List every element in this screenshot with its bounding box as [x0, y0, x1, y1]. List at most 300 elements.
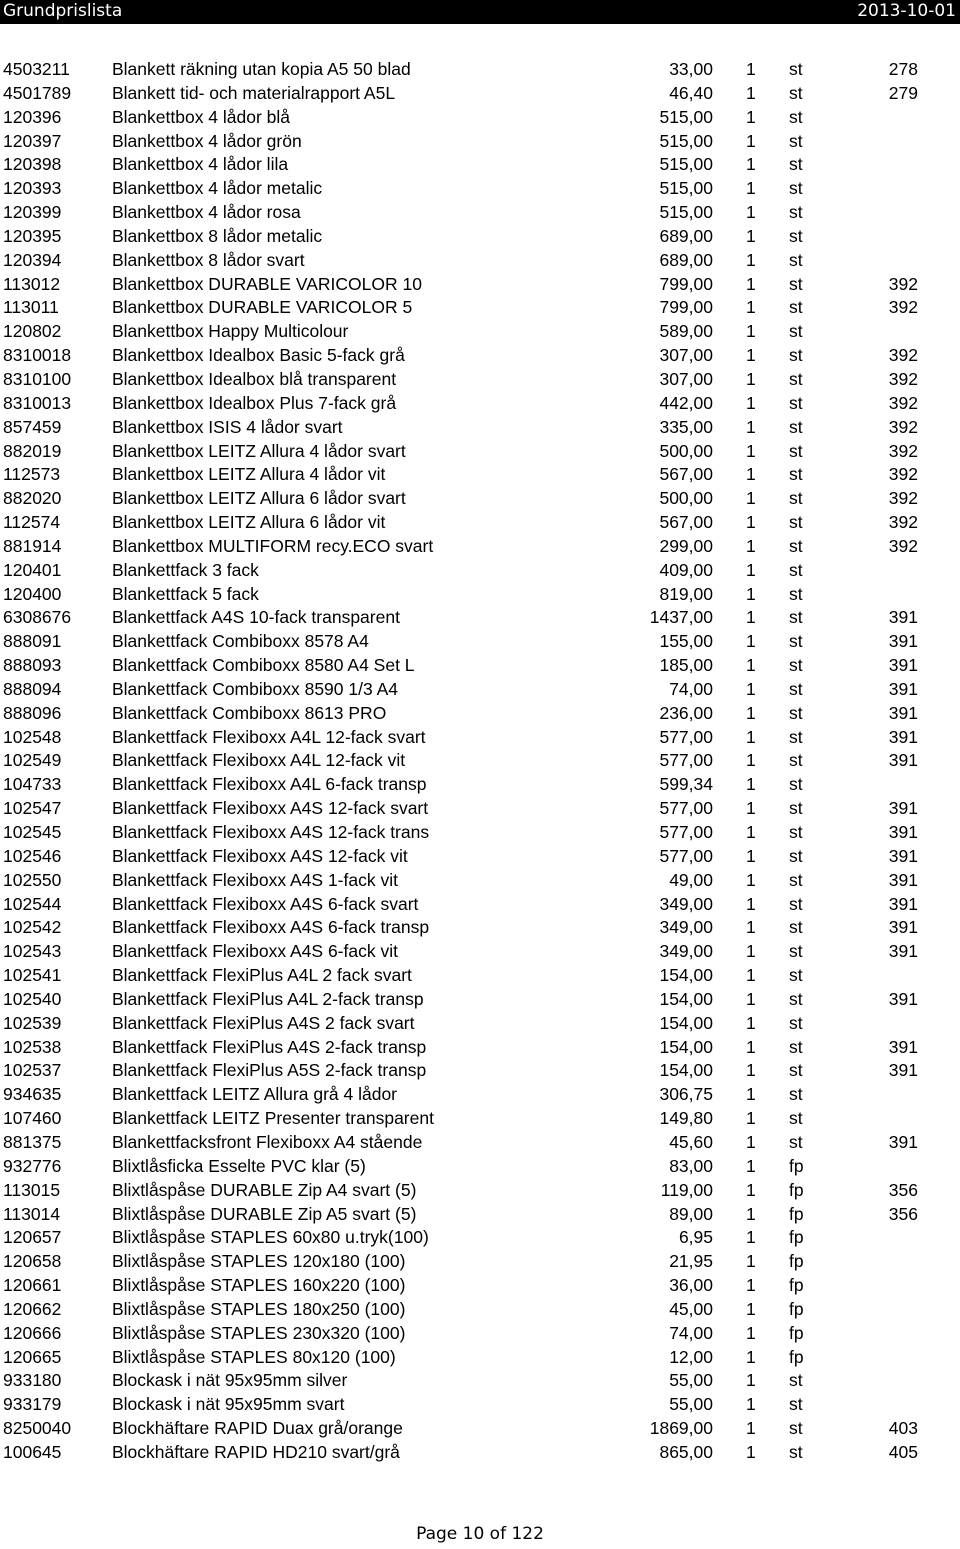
price: 577,00 — [659, 822, 713, 842]
unit: st — [789, 988, 803, 1009]
quantity: 1 — [746, 1322, 756, 1343]
article-number: 881914 — [3, 535, 62, 556]
price: 577,00 — [659, 750, 713, 771]
article-number: 888091 — [3, 631, 62, 652]
unit: fp — [789, 1203, 804, 1224]
quantity: 1 — [746, 178, 756, 199]
product-name: Blankettfack Flexiboxx A4S 6-fack transp — [112, 917, 430, 938]
article-number: 882019 — [3, 440, 62, 461]
article-number: 4501789 — [3, 82, 72, 103]
table-row — [0, 130, 960, 154]
unit: st — [789, 1060, 803, 1081]
product-name: Blankettfack Combiboxx 8613 PRO — [112, 702, 387, 723]
product-name: Blankettbox 4 lådor grön — [112, 130, 302, 151]
price: 500,00 — [659, 440, 713, 461]
table-row — [0, 559, 960, 583]
table-row — [0, 1250, 960, 1274]
price: 154,00 — [659, 1060, 713, 1081]
product-name: Blankett räkning utan kopia A5 50 blad — [112, 59, 411, 79]
price: 515,00 — [659, 106, 713, 127]
unit: st — [789, 655, 803, 676]
table-row — [0, 82, 960, 106]
catalog-page: 392 — [888, 535, 918, 556]
quantity: 1 — [746, 130, 756, 151]
price: 149,80 — [659, 1108, 713, 1129]
article-number: 102547 — [3, 798, 62, 819]
product-name: Blockhäftare RAPID HD210 svart/grå — [112, 1441, 400, 1462]
article-number: 102543 — [3, 941, 62, 962]
price: 299,00 — [659, 535, 713, 556]
quantity: 1 — [746, 869, 756, 890]
price: 307,00 — [659, 368, 713, 389]
unit: st — [789, 440, 803, 461]
price: 515,00 — [659, 178, 713, 199]
table-row — [0, 201, 960, 225]
table-row — [0, 988, 960, 1012]
quantity: 1 — [746, 988, 756, 1009]
table-row — [0, 320, 960, 344]
price: 1437,00 — [649, 607, 713, 628]
product-name: Blankettbox 4 lådor lila — [112, 154, 289, 175]
catalog-page: 392 — [888, 345, 918, 366]
price: 6,95 — [678, 1227, 713, 1248]
catalog-page: 391 — [888, 822, 918, 842]
table-row — [0, 1441, 960, 1465]
quantity: 1 — [746, 106, 756, 127]
unit: st — [789, 917, 803, 938]
unit: fp — [789, 1298, 804, 1319]
quantity: 1 — [746, 1036, 756, 1057]
price: 689,00 — [659, 249, 713, 270]
article-number: 120396 — [3, 106, 62, 127]
price: 409,00 — [659, 559, 713, 580]
product-name: Blankett tid- och materialrapport A5L — [112, 82, 396, 103]
catalog-page: 392 — [888, 392, 918, 413]
product-name: Blankettbox LEITZ Allura 4 lådor vit — [112, 464, 386, 485]
article-number: 888093 — [3, 655, 62, 676]
quantity: 1 — [746, 488, 756, 509]
catalog-page: 392 — [888, 297, 918, 318]
article-number: 120400 — [3, 583, 62, 604]
catalog-page: 391 — [888, 678, 918, 699]
quantity: 1 — [746, 225, 756, 246]
price: 154,00 — [659, 1036, 713, 1057]
article-number: 933179 — [3, 1394, 62, 1415]
table-row — [0, 1203, 960, 1227]
product-name: Blankettbox 4 lådor rosa — [112, 202, 301, 223]
product-name: Blankettbox 8 lådor svart — [112, 249, 305, 270]
catalog-page: 356 — [888, 1179, 918, 1200]
price: 515,00 — [659, 154, 713, 175]
article-number: 8250040 — [3, 1418, 72, 1439]
unit: st — [789, 225, 803, 246]
article-number: 857459 — [3, 416, 62, 437]
table-row — [0, 106, 960, 130]
price: 577,00 — [659, 845, 713, 866]
unit: fp — [789, 1227, 804, 1248]
price: 306,75 — [659, 1084, 713, 1105]
unit: fp — [789, 1346, 804, 1367]
article-number: 102540 — [3, 988, 62, 1009]
quantity: 1 — [746, 1370, 756, 1391]
price: 567,00 — [659, 512, 713, 533]
unit: st — [789, 893, 803, 914]
product-name: Blankettfack Flexiboxx A4S 6-fack svart — [112, 893, 419, 914]
product-name: Blixtlåspåse STAPLES 160x220 (100) — [112, 1275, 406, 1296]
catalog-page: 391 — [888, 607, 918, 628]
article-number: 102548 — [3, 726, 62, 747]
quantity: 1 — [746, 440, 756, 461]
price: 155,00 — [659, 631, 713, 652]
price: 819,00 — [659, 583, 713, 604]
table-row — [0, 440, 960, 464]
table-row — [0, 249, 960, 273]
quantity: 1 — [746, 1131, 756, 1152]
article-number: 102546 — [3, 845, 62, 866]
product-name: Blixtlåspåse STAPLES 80x120 (100) — [112, 1346, 396, 1367]
product-name: Blixtlåspåse STAPLES 180x250 (100) — [112, 1298, 406, 1319]
table-row — [0, 702, 960, 726]
price: 55,00 — [669, 1394, 713, 1415]
quantity: 1 — [746, 1203, 756, 1224]
table-row — [0, 726, 960, 750]
price: 45,60 — [669, 1131, 713, 1152]
table-row — [0, 511, 960, 535]
article-number: 120662 — [3, 1298, 62, 1319]
product-name: Blankettfack FlexiPlus A4S 2 fack svart — [112, 1012, 415, 1033]
price: 154,00 — [659, 965, 713, 986]
quantity: 1 — [746, 678, 756, 699]
product-name: Blankettbox LEITZ Allura 4 lådor svart — [112, 440, 406, 461]
price: 21,95 — [669, 1251, 713, 1272]
quantity: 1 — [746, 512, 756, 533]
price: 307,00 — [659, 345, 713, 366]
price: 349,00 — [659, 917, 713, 938]
product-name: Blankettbox Idealbox blå transparent — [112, 368, 397, 389]
table-row — [0, 487, 960, 511]
unit: st — [789, 845, 803, 866]
price: 74,00 — [669, 1322, 713, 1343]
table-row — [0, 678, 960, 702]
unit: st — [789, 607, 803, 628]
article-number: 104733 — [3, 774, 62, 795]
catalog-page: 391 — [888, 988, 918, 1009]
catalog-page: 279 — [888, 82, 918, 103]
product-name: Blankettfack Combiboxx 8578 A4 — [112, 631, 369, 652]
product-name: Blankettbox 8 lådor metalic — [112, 225, 323, 246]
table-row — [0, 821, 960, 845]
article-number: 120395 — [3, 225, 62, 246]
table-row — [0, 893, 960, 917]
product-name: Blankettfack LEITZ Presenter transparent — [112, 1108, 434, 1129]
price: 33,00 — [669, 59, 713, 79]
unit: st — [789, 178, 803, 199]
quantity: 1 — [746, 917, 756, 938]
price: 154,00 — [659, 988, 713, 1009]
quantity: 1 — [746, 1179, 756, 1200]
catalog-page: 391 — [888, 726, 918, 747]
article-number: 112574 — [3, 512, 61, 533]
product-name: Blockask i nät 95x95mm silver — [112, 1370, 348, 1391]
price: 599,34 — [659, 774, 713, 795]
unit: st — [789, 583, 803, 604]
product-name: Blankettfack Flexiboxx A4S 12-fack trans — [112, 822, 430, 842]
table-row — [0, 630, 960, 654]
unit: st — [789, 869, 803, 890]
table-row — [0, 1322, 960, 1346]
product-name: Blankettbox Idealbox Basic 5-fack grå — [112, 345, 405, 366]
table-row — [0, 916, 960, 940]
table-row — [0, 296, 960, 320]
unit: st — [789, 1370, 803, 1391]
price: 349,00 — [659, 941, 713, 962]
catalog-page: 391 — [888, 631, 918, 652]
table-row — [0, 1012, 960, 1036]
article-number: 933180 — [3, 1370, 62, 1391]
catalog-page: 391 — [888, 893, 918, 914]
catalog-page: 391 — [888, 750, 918, 771]
table-row — [0, 1131, 960, 1155]
quantity: 1 — [746, 965, 756, 986]
catalog-page: 392 — [888, 464, 918, 485]
product-name: Blankettbox DURABLE VARICOLOR 5 — [112, 297, 413, 318]
table-row — [0, 654, 960, 678]
table-row — [0, 368, 960, 392]
table-row — [0, 58, 960, 82]
quantity: 1 — [746, 750, 756, 771]
article-number: 934635 — [3, 1084, 62, 1105]
price: 46,40 — [669, 82, 713, 103]
article-number: 102545 — [3, 822, 62, 842]
quantity: 1 — [746, 631, 756, 652]
article-number: 107460 — [3, 1108, 62, 1129]
table-row — [0, 1083, 960, 1107]
quantity: 1 — [746, 798, 756, 819]
unit: st — [789, 345, 803, 366]
unit: st — [789, 1036, 803, 1057]
price: 799,00 — [659, 273, 713, 294]
unit: fp — [789, 1179, 804, 1200]
price: 515,00 — [659, 130, 713, 151]
product-name: Blankettfack Flexiboxx A4S 12-fack svart — [112, 798, 429, 819]
price: 154,00 — [659, 1012, 713, 1033]
document-date: 2013-10-01 — [857, 1, 956, 21]
article-number: 100645 — [3, 1441, 62, 1462]
quantity: 1 — [746, 535, 756, 556]
article-number: 888094 — [3, 678, 62, 699]
unit: st — [789, 798, 803, 819]
quantity: 1 — [746, 1251, 756, 1272]
table-row — [0, 1059, 960, 1083]
price: 500,00 — [659, 488, 713, 509]
unit: fp — [789, 1275, 804, 1296]
table-row — [0, 392, 960, 416]
price: 45,00 — [669, 1298, 713, 1319]
unit: st — [789, 202, 803, 223]
quantity: 1 — [746, 297, 756, 318]
article-number: 112573 — [3, 464, 61, 485]
product-name: Blankettfack Flexiboxx A4S 1-fack vit — [112, 869, 398, 890]
catalog-page: 392 — [888, 368, 918, 389]
quantity: 1 — [746, 822, 756, 842]
unit: st — [789, 464, 803, 485]
table-row — [0, 463, 960, 487]
product-name: Blankettfack FlexiPlus A4S 2-fack transp — [112, 1036, 427, 1057]
product-name: Blankettfack LEITZ Allura grå 4 lådor — [112, 1084, 397, 1105]
product-name: Blixtlåspåse STAPLES 60x80 u.tryk(100) — [112, 1227, 429, 1248]
unit: st — [789, 130, 803, 151]
unit: st — [789, 1441, 803, 1462]
article-number: 102550 — [3, 869, 62, 890]
table-row — [0, 153, 960, 177]
article-number: 120394 — [3, 249, 62, 270]
table-row — [0, 1393, 960, 1417]
price: 335,00 — [659, 416, 713, 437]
table-row — [0, 797, 960, 821]
catalog-page: 391 — [888, 1036, 918, 1057]
quantity: 1 — [746, 249, 756, 270]
table-row — [0, 535, 960, 559]
unit: st — [789, 106, 803, 127]
article-number: 102537 — [3, 1060, 62, 1081]
unit: st — [789, 1394, 803, 1415]
unit: st — [789, 750, 803, 771]
price: 185,00 — [659, 655, 713, 676]
product-name: Blankettbox DURABLE VARICOLOR 10 — [112, 273, 422, 294]
price: 515,00 — [659, 202, 713, 223]
quantity: 1 — [746, 1275, 756, 1296]
page-number: Page 10 of 122 — [416, 1524, 544, 1544]
product-name: Blankettfack FlexiPlus A4L 2 fack svart — [112, 965, 412, 986]
quantity: 1 — [746, 1108, 756, 1129]
product-name: Blankettfack Flexiboxx A4S 12-fack vit — [112, 845, 408, 866]
article-number: 8310013 — [3, 392, 72, 413]
quantity: 1 — [746, 1155, 756, 1176]
article-number: 102549 — [3, 750, 62, 771]
article-number: 120393 — [3, 178, 62, 199]
catalog-page: 391 — [888, 917, 918, 938]
article-number: 8310100 — [3, 368, 72, 389]
catalog-page: 405 — [888, 1441, 918, 1462]
product-name: Blankettbox MULTIFORM recy.ECO svart — [112, 535, 434, 556]
unit: st — [789, 774, 803, 795]
table-row — [0, 1274, 960, 1298]
unit: fp — [789, 1322, 804, 1343]
product-name: Blixtlåspåse STAPLES 230x320 (100) — [112, 1322, 406, 1343]
article-number: 113011 — [3, 297, 59, 318]
catalog-page: 391 — [888, 845, 918, 866]
product-name: Blankettfack Flexiboxx A4L 12-fack svart — [112, 726, 426, 747]
quantity: 1 — [746, 774, 756, 795]
article-number: 120397 — [3, 130, 62, 151]
quantity: 1 — [746, 1298, 756, 1319]
product-name: Blankettfack FlexiPlus A4L 2-fack transp — [112, 988, 424, 1009]
table-row — [0, 273, 960, 297]
product-name: Blixtlåspåse DURABLE Zip A4 svart (5) — [112, 1179, 417, 1200]
table-row — [0, 1179, 960, 1203]
product-name: Blankettfack A4S 10-fack transparent — [112, 607, 400, 628]
table-row — [0, 344, 960, 368]
price: 577,00 — [659, 798, 713, 819]
quantity: 1 — [746, 1084, 756, 1105]
product-name: Blankettbox Idealbox Plus 7-fack grå — [112, 392, 397, 413]
article-number: 113015 — [3, 1179, 61, 1200]
article-number: 120658 — [3, 1251, 62, 1272]
unit: st — [789, 1108, 803, 1129]
quantity: 1 — [746, 893, 756, 914]
quantity: 1 — [746, 583, 756, 604]
catalog-page: 392 — [888, 512, 918, 533]
unit: st — [789, 368, 803, 389]
table-row — [0, 773, 960, 797]
table-row — [0, 1155, 960, 1179]
product-name: Blankettfack Combiboxx 8590 1/3 A4 — [112, 678, 399, 699]
product-name: Blankettfacksfront Flexiboxx A4 stående — [112, 1131, 423, 1152]
product-name: Blixtlåspåse DURABLE Zip A5 svart (5) — [112, 1203, 417, 1224]
table-row — [0, 940, 960, 964]
product-name: Blankettfack Flexiboxx A4S 6-fack vit — [112, 941, 398, 962]
quantity: 1 — [746, 655, 756, 676]
article-number: 102538 — [3, 1036, 62, 1057]
unit: st — [789, 512, 803, 533]
catalog-page: 403 — [888, 1418, 918, 1439]
unit: st — [789, 822, 803, 842]
product-name: Blankettbox 4 lådor blå — [112, 106, 291, 127]
unit: st — [789, 488, 803, 509]
article-number: 102542 — [3, 917, 62, 938]
product-name: Blankettfack Flexiboxx A4L 12-fack vit — [112, 750, 406, 771]
article-number: 120657 — [3, 1227, 62, 1248]
unit: st — [789, 941, 803, 962]
quantity: 1 — [746, 59, 756, 79]
article-number: 4503211 — [3, 59, 70, 79]
product-name: Blankettfack FlexiPlus A5S 2-fack transp — [112, 1060, 427, 1081]
unit: st — [789, 535, 803, 556]
price: 49,00 — [669, 869, 713, 890]
article-number: 932776 — [3, 1155, 62, 1176]
unit: st — [789, 154, 803, 175]
product-name: Blankettbox LEITZ Allura 6 lådor vit — [112, 512, 386, 533]
product-name: Blankettfack Combiboxx 8580 A4 Set L — [112, 655, 415, 676]
quantity: 1 — [746, 321, 756, 342]
price: 74,00 — [669, 678, 713, 699]
article-number: 8310018 — [3, 345, 72, 366]
catalog-page: 278 — [888, 59, 918, 79]
table-row — [0, 1346, 960, 1370]
quantity: 1 — [746, 273, 756, 294]
article-number: 113014 — [3, 1203, 61, 1224]
unit: st — [789, 321, 803, 342]
price: 442,00 — [659, 392, 713, 413]
unit: st — [789, 678, 803, 699]
unit: st — [789, 726, 803, 747]
table-row — [0, 606, 960, 630]
price: 799,00 — [659, 297, 713, 318]
price: 36,00 — [669, 1275, 713, 1296]
unit: st — [789, 59, 803, 79]
price: 567,00 — [659, 464, 713, 485]
product-name: Blixtlåspåse STAPLES 120x180 (100) — [112, 1251, 406, 1272]
quantity: 1 — [746, 941, 756, 962]
article-number: 6308676 — [3, 607, 72, 628]
article-number: 120401 — [3, 559, 62, 580]
unit: st — [789, 702, 803, 723]
unit: fp — [789, 1251, 804, 1272]
table-row — [0, 845, 960, 869]
catalog-page: 392 — [888, 416, 918, 437]
quantity: 1 — [746, 726, 756, 747]
quantity: 1 — [746, 154, 756, 175]
